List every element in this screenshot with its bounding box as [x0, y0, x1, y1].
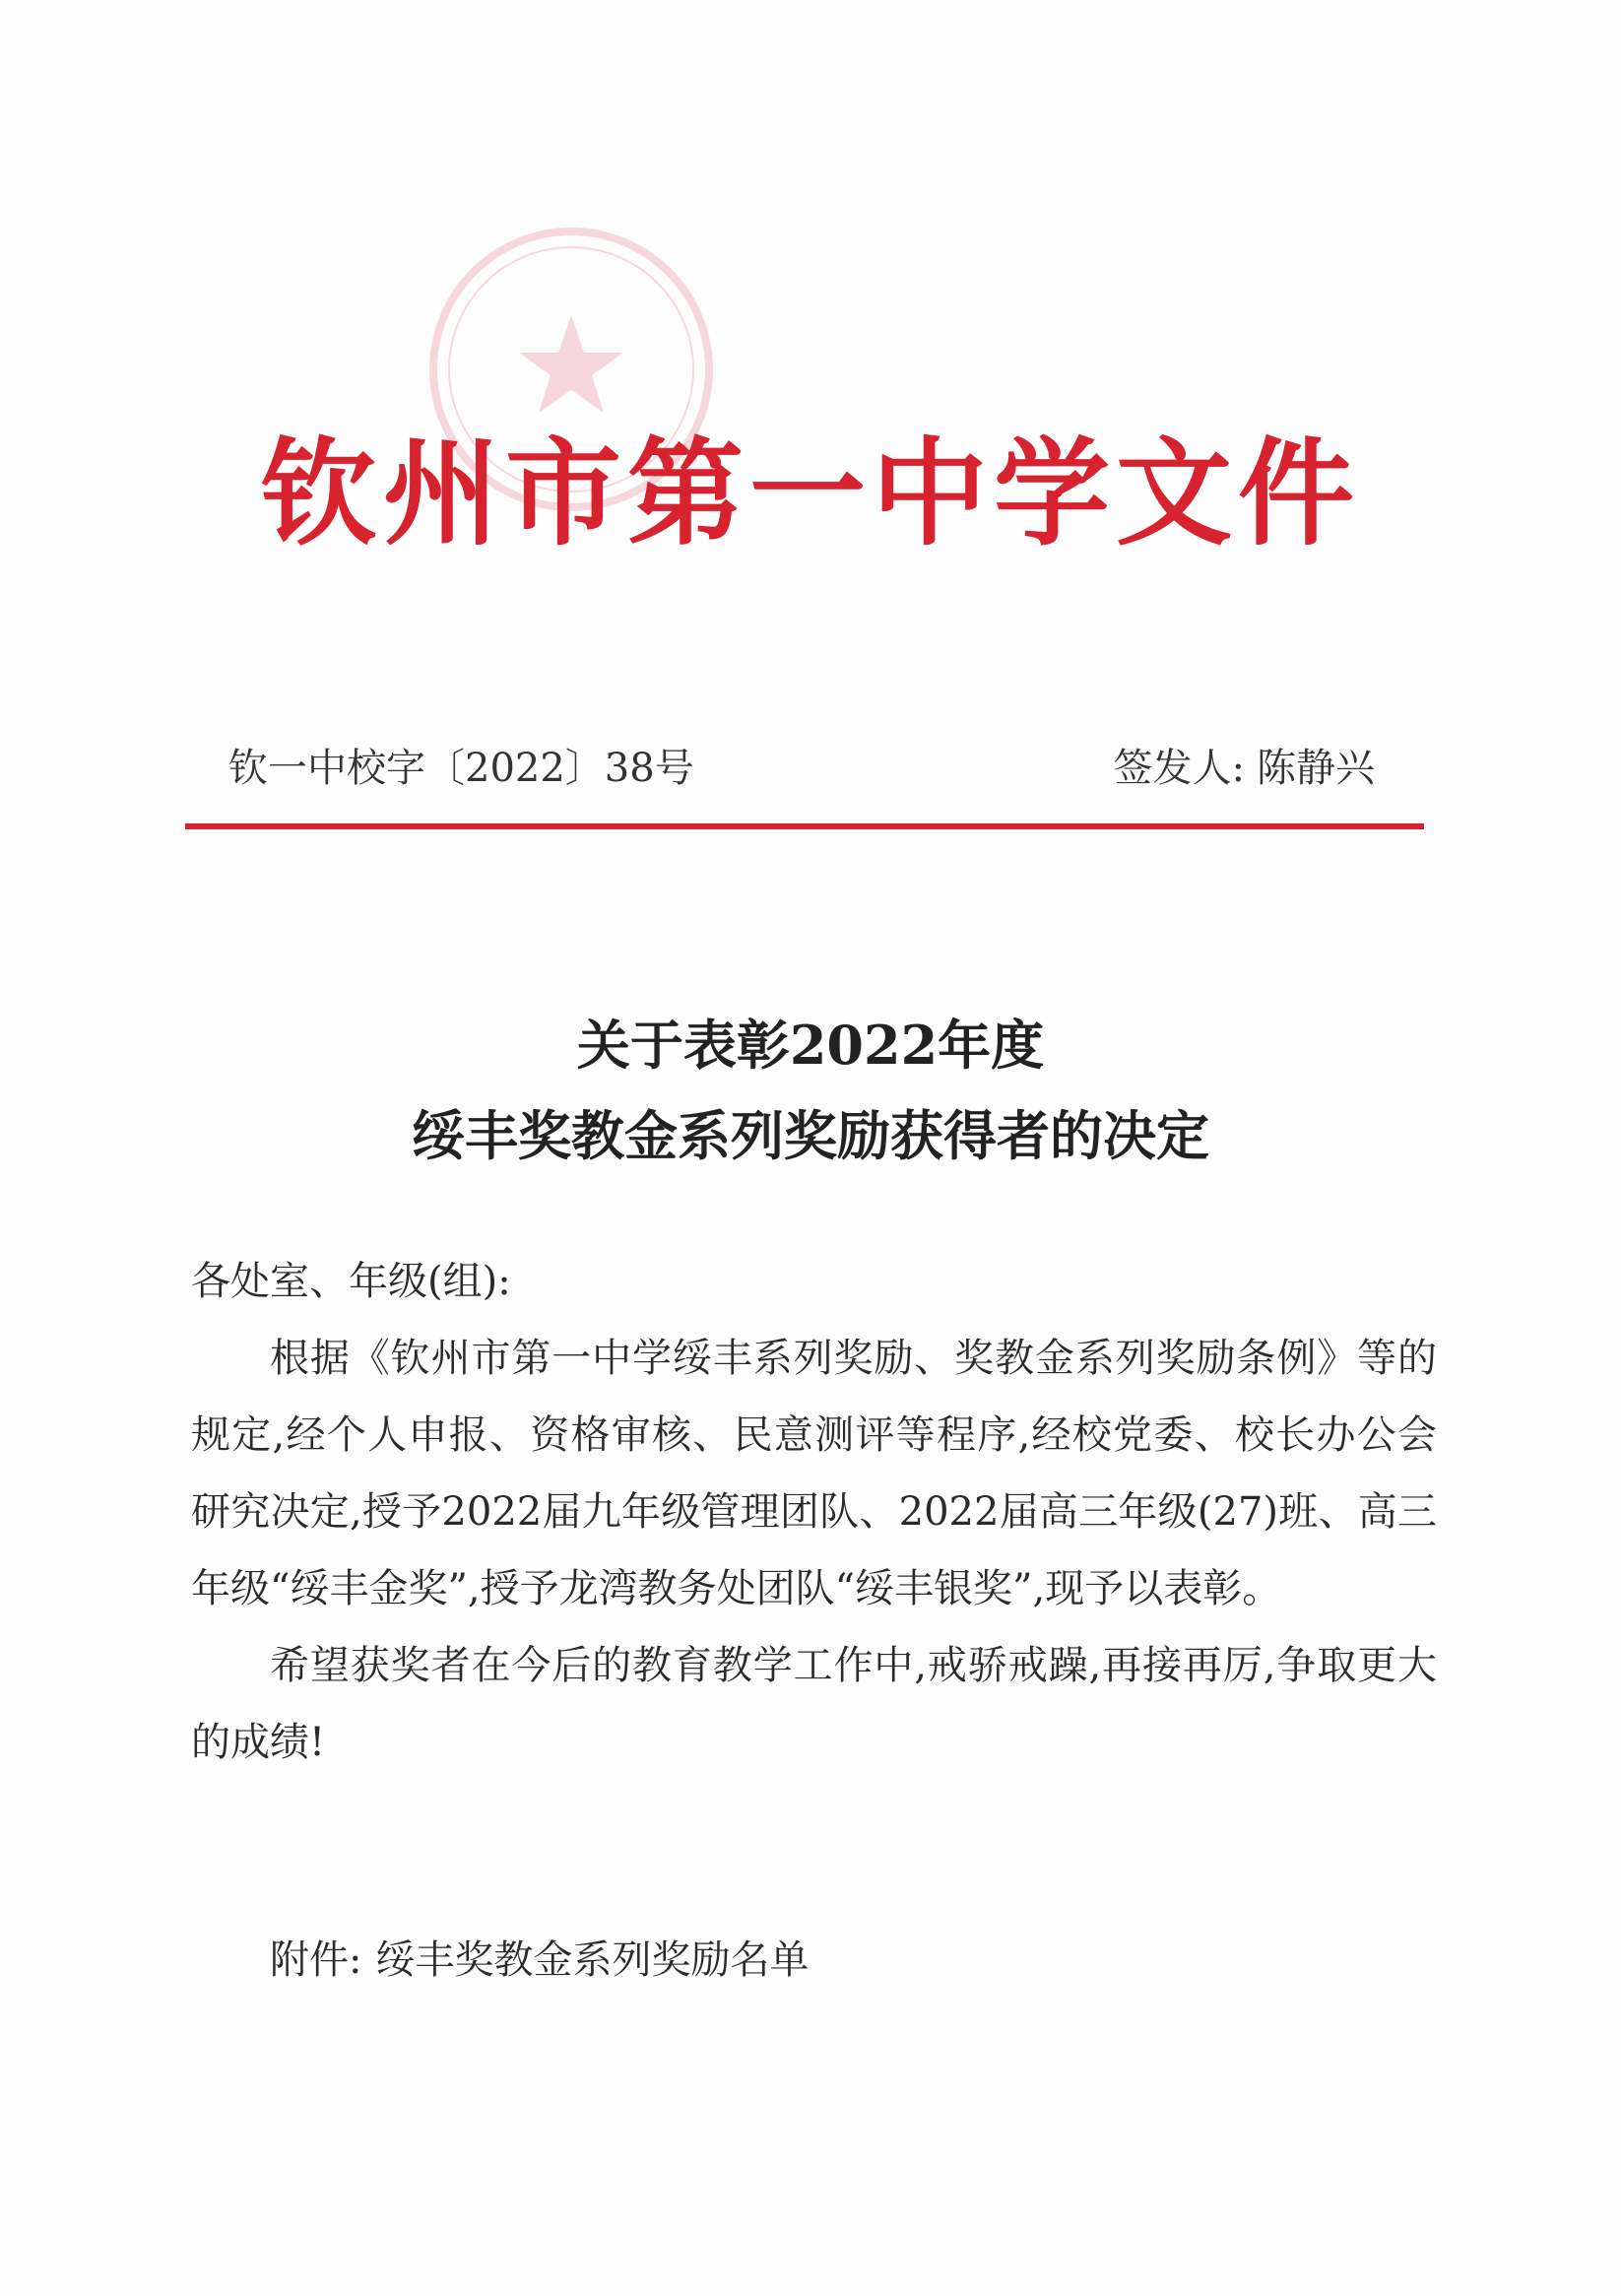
attachment-value: 绥丰奖教金系列奖励名单 [375, 1937, 810, 1983]
salutation: 各处室、年级(组): [191, 1259, 511, 1304]
body-paragraph-1: 根据《钦州市第一中学绥丰系列奖励、奖教金系列奖励条例》等的规定,经个人申报、资格审核、民意测评等程序,经校党委、校长办公会研究决定,授予2022届九年级管理团队、2022届高三年级(27)班、高三年级“绥丰金奖”,授予龙湾教务处团队“绥丰银奖”,现予以表彰。 [191, 1336, 1437, 1611]
issuer-name: 陈静兴 [1257, 746, 1375, 791]
issuer-label: 签发人: [1113, 746, 1245, 791]
attachment-label: 附件: [270, 1937, 362, 1983]
document-subject [0, 1000, 1621, 1181]
attachment-line [270, 1929, 809, 1985]
body-paragraph-2: 希望获奖者在今后的教育教学工作中,戒骄戒躁,再接再厉,争取更大的成绩! [191, 1643, 1437, 1765]
document-number: 钦一中校字〔2022〕38号 [228, 746, 694, 791]
subject-line-1: 关于表彰2022年度 [576, 1014, 1045, 1077]
document-body [191, 1243, 1437, 1781]
subject-line-2: 绥丰奖教金系列奖励获得者的决定 [412, 1104, 1209, 1167]
header-divider [185, 823, 1424, 829]
issuer-block [1114, 737, 1375, 793]
document-header-title: 钦州市第一中学文件 [260, 425, 1360, 561]
